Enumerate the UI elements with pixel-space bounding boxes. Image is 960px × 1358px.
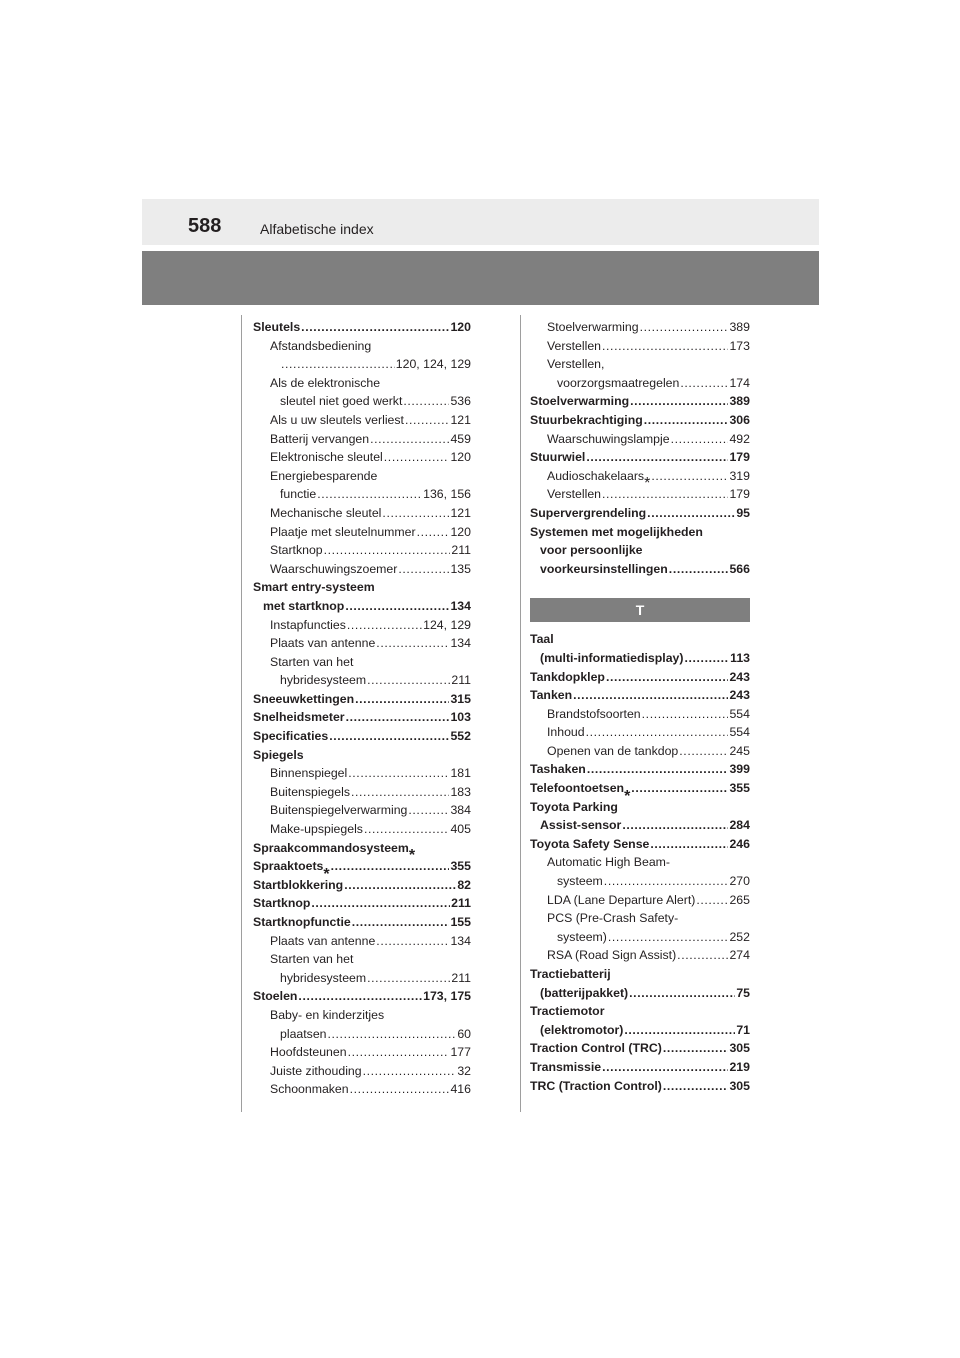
entry-term: Toyota Parking xyxy=(530,799,618,814)
index-subentry xyxy=(530,337,750,356)
leader-dots xyxy=(630,392,728,411)
leader-dots xyxy=(586,448,728,467)
header-band xyxy=(142,251,819,305)
entry-term: Taal xyxy=(530,632,554,647)
index-column-right xyxy=(530,318,750,1095)
index-entry xyxy=(253,913,471,932)
page-reference: 177 xyxy=(450,1045,471,1060)
page-reference: 173 xyxy=(729,338,750,353)
index-entry xyxy=(530,686,750,705)
entry-term: Startblokkering xyxy=(253,877,344,892)
leader-dots xyxy=(376,634,449,653)
leader-dots xyxy=(671,430,729,449)
leader-dots xyxy=(351,783,449,802)
page-reference: 71 xyxy=(736,1022,750,1037)
entry-term: Traction Control (TRC) xyxy=(530,1041,662,1056)
index-entry xyxy=(253,727,471,746)
page-reference: 120 xyxy=(450,524,471,539)
index-subentry xyxy=(253,1080,471,1099)
page-reference: 134 xyxy=(450,636,471,651)
index-subentry xyxy=(530,909,750,946)
index-entry xyxy=(530,630,750,667)
entry-term: (elektromotor) xyxy=(540,1022,624,1037)
entry-term: Baby- en kinderzitjes xyxy=(270,1007,385,1022)
entry-term: Systemen met mogelijkheden xyxy=(530,524,703,539)
leader-dots xyxy=(370,430,449,449)
leader-dots xyxy=(644,411,729,430)
index-entry: Telefoontoetsen * ..... 355 xyxy=(530,779,750,798)
page-reference: 416 xyxy=(450,1082,471,1097)
entry-term: Openen van de tankdop xyxy=(547,743,679,758)
leader-dots xyxy=(587,760,729,779)
index-subentry xyxy=(253,932,471,951)
page-reference: 211 xyxy=(451,673,471,688)
entry-term: Elektronische sleutel xyxy=(270,450,383,465)
page-reference: 536 xyxy=(450,394,471,409)
index-subentry xyxy=(530,723,750,742)
index-subentry xyxy=(530,705,750,724)
entry-term: Juiste zithouding xyxy=(270,1063,362,1078)
index-entry xyxy=(530,523,750,579)
entry-term: Snelheidsmeter xyxy=(253,710,345,725)
page-reference: 405 xyxy=(450,822,471,837)
index-subentry xyxy=(253,541,471,560)
page-reference: 211 xyxy=(451,970,471,985)
page-reference: 219 xyxy=(729,1059,750,1074)
index-entry xyxy=(530,760,750,779)
entry-term: Sleutels xyxy=(253,320,301,334)
index-subentry xyxy=(253,504,471,523)
index-subentry xyxy=(253,1043,471,1062)
column-divider-left xyxy=(241,315,242,1112)
entry-term: voor persoonlijke xyxy=(540,543,643,558)
page-reference: 384 xyxy=(450,803,471,818)
page-reference: 492 xyxy=(729,431,750,446)
leader-dots xyxy=(677,946,728,965)
index-entry xyxy=(530,392,750,411)
index-entry xyxy=(253,987,471,1006)
leader-dots xyxy=(604,872,729,891)
entry-term: Startknopfunctie xyxy=(253,915,351,929)
index-entry xyxy=(530,1002,750,1039)
index-subentry xyxy=(253,430,471,449)
leader-dots xyxy=(631,779,728,798)
index-subentry xyxy=(253,448,471,467)
entry-term: Buitenspiegels xyxy=(270,784,350,799)
page-reference: 95 xyxy=(736,505,750,520)
page-reference: 305 xyxy=(729,1041,750,1056)
entry-term: systeem xyxy=(557,874,603,889)
page-reference: 389 xyxy=(729,320,750,334)
leader-dots xyxy=(298,987,422,1006)
page-reference: 245 xyxy=(729,743,750,758)
index-subentry xyxy=(253,1006,471,1043)
entry-term: Stuurwiel xyxy=(530,450,586,465)
page-reference: 113 xyxy=(730,650,750,665)
entry-term: Sneeuwkettingen xyxy=(253,691,355,706)
index-entry xyxy=(530,448,750,467)
page-reference: 459 xyxy=(450,431,471,446)
index-subentry xyxy=(253,801,471,820)
entry-term: Tanken xyxy=(530,688,573,703)
entry-term: Tractiemotor xyxy=(530,1004,605,1019)
leader-dots xyxy=(344,876,456,895)
leader-dots xyxy=(647,504,735,523)
page-reference: 179 xyxy=(729,487,750,502)
page-reference: 566 xyxy=(729,561,750,576)
entry-term: Spiegels xyxy=(253,747,304,762)
index-entry: Spraakcommandosysteem * xyxy=(253,840,416,865)
entry-term: Energiebesparende xyxy=(270,468,378,483)
entry-term: Verstellen xyxy=(547,487,602,502)
index-subentry xyxy=(530,946,750,965)
entry-term: Automatic High Beam- xyxy=(547,855,671,870)
leader-dots xyxy=(347,616,422,635)
entry-term: hybridesysteem xyxy=(280,970,367,985)
index-subentry xyxy=(530,891,750,910)
index-entry xyxy=(530,1058,750,1077)
index-subentry xyxy=(253,616,471,635)
page-reference: 554 xyxy=(729,706,750,721)
page-reference: 355 xyxy=(729,781,750,796)
leader-dots xyxy=(364,820,450,839)
index-subentry xyxy=(253,764,471,783)
index-entry xyxy=(253,876,471,895)
leader-dots xyxy=(329,727,449,746)
leader-dots xyxy=(696,891,728,910)
entry-term: Stuurbekrachtiging xyxy=(530,412,643,427)
entry-term: Plaats van antenne xyxy=(270,636,376,651)
column-divider-middle xyxy=(520,315,521,1112)
page-reference: 284 xyxy=(729,818,750,833)
entry-term: TRC (Traction Control) xyxy=(530,1078,662,1093)
leader-dots xyxy=(663,1077,729,1096)
page-reference: 305 xyxy=(729,1078,750,1093)
leader-dots xyxy=(663,1039,729,1058)
page-reference: 134 xyxy=(450,598,471,613)
index-entry xyxy=(530,798,750,835)
index-subentry xyxy=(253,653,471,690)
index-subentry xyxy=(530,742,750,761)
entry-term: Specificaties xyxy=(253,729,329,744)
leader-dots xyxy=(363,1062,457,1081)
index-subentry xyxy=(253,950,471,987)
page-reference: 136, 156 xyxy=(423,487,471,502)
leader-dots xyxy=(586,723,729,742)
entry-term: Buitenspiegelverwarming xyxy=(270,803,408,818)
page-reference: 274 xyxy=(729,948,750,963)
leader-dots xyxy=(606,668,729,687)
index-subentry xyxy=(253,1062,471,1081)
leader-dots xyxy=(328,1025,457,1044)
page-reference: 552 xyxy=(450,729,471,744)
entry-term: Stoelverwarming xyxy=(547,320,639,334)
index-subentry xyxy=(530,318,750,337)
index-subentry xyxy=(253,523,471,542)
entry-term: Mechanische sleutel xyxy=(270,505,382,520)
entry-term: hybridesysteem xyxy=(280,673,367,688)
index-subentry xyxy=(530,485,750,504)
page-reference: 32 xyxy=(457,1063,471,1078)
leader-dots xyxy=(629,984,735,1003)
leader-dots xyxy=(355,690,449,709)
index-subentry xyxy=(253,634,471,653)
page-number: 588 xyxy=(188,215,222,237)
leader-dots xyxy=(311,894,450,913)
entry-term: Stoelen xyxy=(253,989,298,1004)
leader-dots xyxy=(367,969,450,988)
index-subentry xyxy=(253,783,471,802)
entry-term: voorzorgsmaatregelen xyxy=(557,375,680,390)
page-reference: 134 xyxy=(450,933,471,948)
entry-term: Audioschakelaars xyxy=(547,468,645,483)
entry-term: Assist-sensor xyxy=(540,818,622,833)
page-reference: 120 xyxy=(450,320,471,334)
index-subentry: Audioschakelaars * ..... 319 xyxy=(530,467,750,486)
index-entry xyxy=(253,318,471,337)
leader-dots xyxy=(417,523,450,542)
page-reference: 75 xyxy=(736,985,750,1000)
page-reference: 155 xyxy=(450,915,471,929)
entry-term: Spraakcommandosysteem xyxy=(253,840,409,855)
page-reference: 179 xyxy=(729,450,750,465)
page-reference: 211 xyxy=(451,543,471,558)
index-subentry xyxy=(253,820,471,839)
page-reference: 554 xyxy=(729,725,750,740)
letter-divider: T xyxy=(530,598,750,622)
index-entry xyxy=(530,835,750,854)
entry-term: Make-upspiegels xyxy=(270,822,363,837)
leader-dots xyxy=(608,928,729,947)
leader-dots xyxy=(398,560,449,579)
entry-term: Waarschuwingszoemer xyxy=(270,561,398,576)
leader-dots xyxy=(382,504,449,523)
page-reference: 121 xyxy=(450,505,471,520)
page-reference: 315 xyxy=(450,691,471,706)
leader-dots xyxy=(602,337,728,356)
leader-dots xyxy=(408,801,449,820)
entry-term: Instapfuncties xyxy=(270,617,346,632)
entry-term: Verstellen, xyxy=(547,357,605,372)
leader-dots xyxy=(573,686,728,705)
page-reference: 60 xyxy=(457,1026,471,1041)
page-reference: 124, 129 xyxy=(423,617,471,632)
leader-dots xyxy=(324,541,451,560)
leader-dots xyxy=(684,649,729,668)
page-reference: 82 xyxy=(457,877,471,892)
page-reference: 243 xyxy=(729,688,750,703)
leader-dots xyxy=(350,1080,450,1099)
page-reference: 183 xyxy=(450,784,471,799)
index-subentry xyxy=(253,337,471,374)
index-subentry xyxy=(530,355,750,392)
entry-term: Schoonmaken xyxy=(270,1082,349,1097)
leader-dots xyxy=(376,932,449,951)
index-subentry xyxy=(530,430,750,449)
leader-dots xyxy=(640,318,729,337)
entry-term: Batterij vervangen xyxy=(270,431,370,446)
entry-term: RSA (Road Sign Assist) xyxy=(547,948,677,963)
entry-term: Als de elektronische xyxy=(270,375,381,390)
leader-dots xyxy=(602,1058,728,1077)
leader-dots xyxy=(679,742,728,761)
leader-dots xyxy=(346,708,450,727)
index-entry xyxy=(530,965,750,1002)
leader-dots xyxy=(281,355,395,374)
entry-term: Inhoud xyxy=(547,725,585,740)
entry-term: Tashaken xyxy=(530,762,586,777)
index-entry xyxy=(253,708,471,727)
entry-term: (multi-informatiedisplay) xyxy=(540,650,684,665)
leader-dots xyxy=(348,1043,450,1062)
page-reference: 173, 175 xyxy=(423,989,471,1004)
entry-term: Waarschuwingslampje xyxy=(547,431,670,446)
entry-term: (batterijpakket) xyxy=(540,985,629,1000)
entry-term: Spraaktoets xyxy=(253,859,324,874)
leader-dots xyxy=(403,392,449,411)
leader-dots xyxy=(301,318,449,337)
entry-term: Binnenspiegel xyxy=(270,766,348,781)
entry-term: Tractiebatterij xyxy=(530,967,611,981)
index-entry xyxy=(530,1077,750,1096)
leader-dots xyxy=(384,448,450,467)
page-reference: 246 xyxy=(729,836,750,851)
header-bar xyxy=(142,199,819,245)
index-entry xyxy=(253,894,471,913)
leader-dots xyxy=(680,374,728,393)
entry-term: Als u uw sleutels verliest xyxy=(270,412,404,427)
page-reference: 120 xyxy=(450,450,471,465)
page-reference: 120, 124, 129 xyxy=(395,357,471,372)
leader-dots xyxy=(331,857,450,876)
entry-term: Stoelverwarming xyxy=(530,394,630,409)
leader-dots xyxy=(348,764,449,783)
page-reference: 135 xyxy=(450,561,471,576)
page-reference: 319 xyxy=(729,468,750,483)
entry-term: Toyota Safety Sense xyxy=(530,836,650,851)
index-column-left xyxy=(253,318,471,1099)
entry-term: Telefoontoetsen xyxy=(530,781,625,796)
index-subentry xyxy=(253,560,471,579)
page-reference: 306 xyxy=(729,412,750,427)
leader-dots xyxy=(317,485,422,504)
index-subentry xyxy=(253,374,471,411)
entry-term: Plaats van antenne xyxy=(270,933,376,948)
leader-dots xyxy=(669,560,729,579)
entry-term: Starten van het xyxy=(270,952,354,967)
leader-dots xyxy=(345,597,449,616)
index-entry: Spraaktoets * ..... 355 xyxy=(253,857,471,876)
index-entry xyxy=(530,411,750,430)
entry-term: Starten van het xyxy=(270,654,354,669)
leader-dots xyxy=(624,1021,735,1040)
entry-term: sleutel niet goed werkt xyxy=(280,394,403,409)
entry-term: Hoofdsteunen xyxy=(270,1045,347,1060)
entry-term: Startknop xyxy=(270,543,323,558)
leader-dots xyxy=(602,485,728,504)
page-reference: 270 xyxy=(729,874,750,889)
index-entry xyxy=(253,690,471,709)
entry-term: voorkeursinstellingen xyxy=(540,561,668,576)
entry-term: PCS (Pre-Crash Safety- xyxy=(547,911,679,926)
page-reference: 211 xyxy=(451,896,471,911)
entry-term: plaatsen xyxy=(280,1026,327,1041)
entry-term: functie xyxy=(280,487,317,502)
page-reference: 399 xyxy=(729,762,750,777)
entry-term: met startknop xyxy=(263,598,345,613)
index-entry xyxy=(530,504,750,523)
index-entry xyxy=(253,746,471,765)
entry-term: Plaatje met sleutelnummer xyxy=(270,524,416,539)
index-entry xyxy=(530,1039,750,1058)
page-reference: 121 xyxy=(450,412,471,427)
leader-dots xyxy=(650,835,728,854)
leader-dots xyxy=(642,705,729,724)
index-subentry xyxy=(253,411,471,430)
index-subentry xyxy=(253,467,471,504)
page-reference: 265 xyxy=(729,892,750,907)
leader-dots xyxy=(352,913,450,932)
entry-term: Smart entry-systeem xyxy=(253,580,375,595)
entry-term: Startknop xyxy=(253,896,311,911)
leader-dots xyxy=(651,467,728,486)
entry-term: systeem) xyxy=(557,929,607,944)
leader-dots xyxy=(622,816,728,835)
entry-term: Supervergrendeling xyxy=(530,505,647,520)
section-title: Alfabetische index xyxy=(260,221,374,237)
entry-term: Tankdopklep xyxy=(530,669,605,684)
entry-term: Transmissie xyxy=(530,1059,602,1074)
page-reference: 355 xyxy=(450,859,471,874)
leader-dots xyxy=(367,671,450,690)
page-reference: 243 xyxy=(729,669,750,684)
entry-term: Afstandsbediening xyxy=(270,338,372,353)
page-reference: 389 xyxy=(729,394,750,409)
page-reference: 174 xyxy=(729,375,750,390)
page-reference: 252 xyxy=(729,929,750,944)
leader-dots xyxy=(405,411,450,430)
page-reference: 103 xyxy=(450,710,471,725)
entry-term: Verstellen xyxy=(547,338,602,353)
index-subentry xyxy=(530,853,750,890)
page-reference: 181 xyxy=(450,766,471,781)
index-entry xyxy=(253,578,471,615)
entry-term: Brandstofsoorten xyxy=(547,706,641,721)
index-entry xyxy=(530,668,750,687)
entry-term: LDA (Lane Departure Alert) xyxy=(547,892,696,907)
